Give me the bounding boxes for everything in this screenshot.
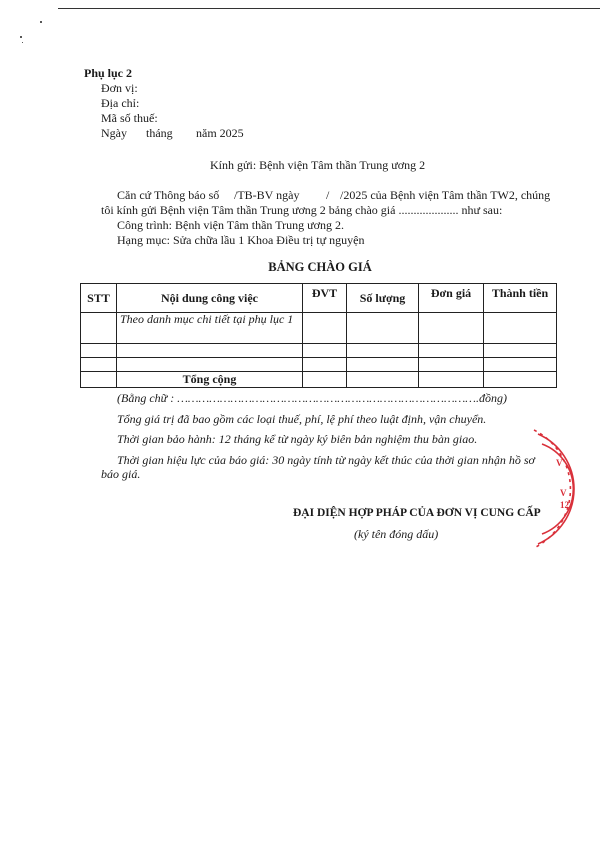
table-cell [81, 358, 117, 372]
header-content: Nội dung công việc [117, 284, 303, 313]
project-line: Công trình: Bệnh viện Tâm thần Trung ương 2. [117, 218, 344, 232]
table-cell [117, 358, 303, 372]
table-row [81, 344, 557, 358]
total-label: Tổng cộng [117, 372, 303, 388]
appendix-title: Phụ lục 2 [84, 66, 133, 80]
signature-subtitle: (ký tên đóng dấu) [354, 527, 439, 541]
table-cell [484, 372, 557, 388]
note-validity-line-2: báo giá. [101, 467, 141, 481]
reference-line-2: tôi kính gửi Bệnh viện Tâm thần Trung ương 2 bảng chào giá .................... như sau: [101, 203, 503, 217]
address-label: Địa chỉ: [101, 96, 140, 110]
recipient-line: Kính gửi: Bệnh viện Tâm thần Trung ương 2 [210, 158, 426, 172]
reference-part-1: Căn cứ Thông báo số [117, 188, 220, 202]
table-row [81, 358, 557, 372]
tax-code-label: Mã số thuế: [101, 111, 158, 125]
date-day: Ngày [101, 126, 127, 140]
table-cell [484, 358, 557, 372]
table-total-row [81, 372, 557, 388]
table-cell [81, 313, 117, 344]
quote-table-title: BẢNG CHÀO GIÁ [268, 260, 372, 274]
table-cell [484, 344, 557, 358]
table-row [81, 313, 557, 344]
table-cell [347, 372, 419, 388]
header-unit-price: Đơn giá [419, 284, 484, 313]
table-cell [419, 372, 484, 388]
company-stamp [532, 430, 600, 548]
reference-part-4: /2025 của Bệnh viện Tâm thần TW2, chúng [340, 188, 551, 202]
unit-label: Đơn vị: [101, 81, 138, 95]
table-cell [303, 344, 347, 358]
stamp-char: V [560, 488, 567, 498]
table-cell [81, 344, 117, 358]
date-month: tháng [146, 126, 173, 140]
table-cell [484, 313, 557, 344]
signature-title: ĐẠI DIỆN HỢP PHÁP CỦA ĐƠN VỊ CUNG CẤP [293, 507, 541, 519]
reference-part-2: /TB-BV ngày [234, 188, 300, 202]
table-cell [303, 372, 347, 388]
table-cell [347, 313, 419, 344]
note-validity-line-1: Thời gian hiệu lực của báo giá: 30 ngày tính từ ngày kết thúc của thời gian nhận hồ sơ [117, 453, 535, 467]
quote-table [80, 283, 557, 388]
note-taxes: Tổng giá trị đã bao gồm các loại thuế, phí, lệ phí theo luật định, vận chuyển. [117, 412, 487, 426]
top-edge-line [58, 8, 600, 9]
table-cell [303, 313, 347, 344]
stamp-char: V [556, 458, 563, 468]
reference-part-3: / [326, 188, 330, 202]
header-amount: Thành tiền [484, 284, 557, 313]
category-line: Hạng mục: Sửa chữa lầu 1 Khoa Điều trị tự nguyện [117, 233, 365, 247]
date-year: năm 2025 [196, 126, 244, 140]
stamp-outer-ring [538, 434, 574, 544]
table-header-row [81, 284, 557, 313]
row1-content: Theo danh mục chi tiết tại phụ lục 1 [117, 313, 303, 344]
scan-speck [20, 36, 22, 38]
table-cell [81, 372, 117, 388]
header-unit: ĐVT [303, 284, 347, 313]
table-cell [419, 358, 484, 372]
table-cell [117, 344, 303, 358]
header-quantity: Số lượng [347, 284, 419, 313]
table-cell [347, 344, 419, 358]
table-cell [303, 358, 347, 372]
table-cell [419, 344, 484, 358]
stamp-char: 12 [560, 500, 569, 510]
table-cell [419, 313, 484, 344]
amount-in-words: (Bằng chữ : ………………………………………………………………………….đồng) [117, 391, 507, 405]
scan-speck [22, 42, 23, 43]
note-warranty: Thời gian bảo hành: 12 tháng kể từ ngày ký biên bản nghiệm thu bàn giao. [117, 432, 478, 446]
table-cell [347, 358, 419, 372]
scan-speck [40, 21, 42, 23]
header-stt: STT [81, 284, 117, 313]
